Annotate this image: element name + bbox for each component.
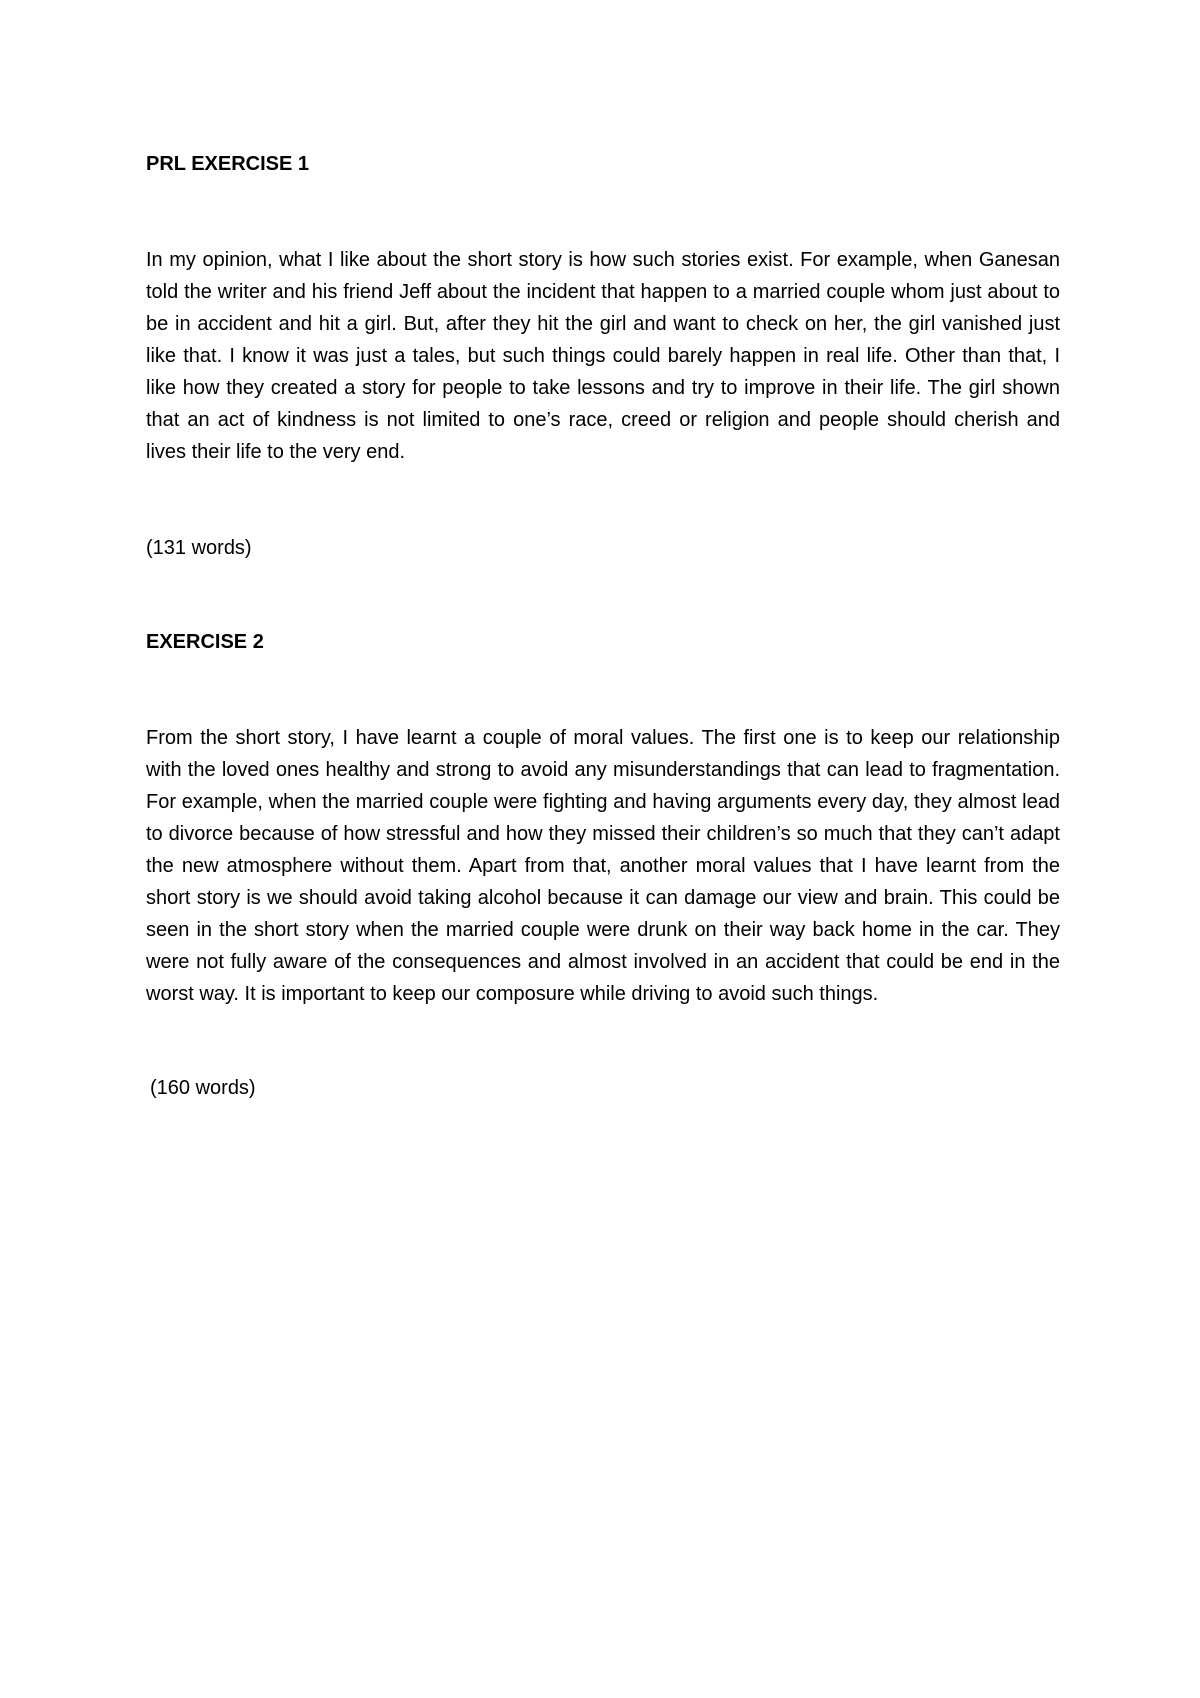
exercise-2-body: From the short story, I have learnt a couple of moral values. The first one is to keep our relationship with the loved ones healthy and strong to avoid any misunderstandings that can lead to fragmentation. For example, when the married couple were fighting and having arguments every day, they almost lead to divorce because of how stressful and how they missed their children’s so much that they can’t adapt the new atmosphere without them. Apart from that, another moral values that I have learnt from the short story is we should avoid taking alcohol because it can damage our view and brain. This could be seen in the short story when the married couple were drunk on their way back home in the car. They were not fully aware of the consequences and almost involved in an accident that could be end in the worst way. It is important to keep our composure while driving to avoid such things.: [146, 727, 1060, 1005]
exercise-2-word-count: (160 words): [150, 1077, 256, 1099]
exercise-1-body: In my opinion, what I like about the short story is how such stories exist. For example, when Ganesan told the writer and his friend Jeff about the incident that happen to a married couple whom just about to be in accident and hit a girl. But, after they hit the girl and want to check on her, the girl vanished just like that. I know it was just a tales, but such things could barely happen in real life. Other than that, I like how they created a story for people to take lessons and try to improve in their life. The girl shown that an act of kindness is not limited to one’s race, creed or religion and people should cherish and lives their life to the very end.: [146, 249, 1060, 463]
exercise-1-title: PRL EXERCISE 1: [146, 153, 310, 175]
exercise-1-word-count: (131 words): [146, 537, 252, 559]
exercise-2-title: EXERCISE 2: [146, 631, 264, 653]
document-content: [146, 148, 1060, 1104]
